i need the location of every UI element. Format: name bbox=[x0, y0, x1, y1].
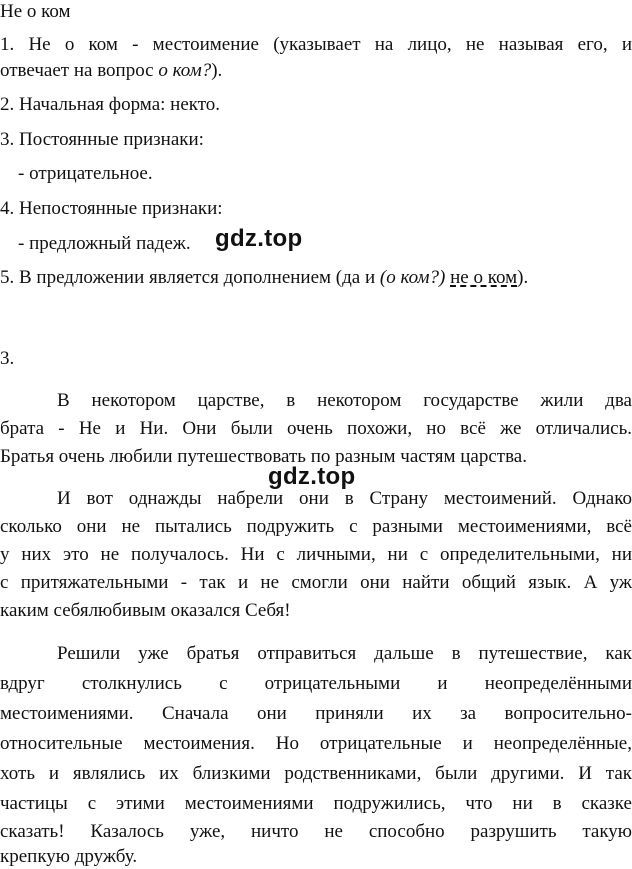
item5-end: ). bbox=[517, 267, 529, 288]
essay-p3-line-1: Решили уже братья отправиться дальше в путешествие, как bbox=[57, 643, 632, 664]
essay-p3-line-5: хоть и являлись их близкими родственниками, были другими. И так bbox=[0, 763, 632, 784]
item1-text: отвечает на вопрос bbox=[0, 60, 159, 81]
analysis-item-3: 3. Постоянные признаки: bbox=[0, 129, 204, 150]
essay-p3-line-2: вдруг столкнулись с отрицательными и неопределёнными bbox=[0, 673, 632, 694]
essay-p3-line-7: сказать! Казалось уже, ничто не способно разрушить такую bbox=[0, 821, 632, 842]
item1-end: ). bbox=[211, 60, 223, 81]
analysis-item-1-line-2 bbox=[0, 59, 632, 83]
analysis-item-2: 2. Начальная форма: некто. bbox=[0, 94, 221, 115]
essay-p3-line-8: крепкую дружбу. bbox=[0, 846, 138, 867]
essay-p2-line-4: с притяжательными - так и не смогли они найти общий язык. А уж bbox=[0, 572, 632, 593]
watermark-top: gdz.top bbox=[215, 225, 303, 252]
item1-question: о ком? bbox=[158, 60, 212, 81]
analysis-item-4: 4. Непостоянные признаки: bbox=[0, 198, 223, 219]
item5-object: не о ком bbox=[450, 267, 518, 288]
item5-text: 5. В предложении является дополнением (да и bbox=[0, 267, 380, 288]
essay-number: 3. bbox=[0, 348, 15, 369]
item5-question: (о ком?) bbox=[379, 267, 446, 288]
watermark-middle: gdz.top bbox=[268, 463, 356, 490]
essay-p3-line-3: местоимениями. Сначала они приняли их за вопросительно- bbox=[0, 703, 632, 724]
essay-p2-line-2: сколько они не пытались подружить с разными местоимениями, всё bbox=[0, 516, 632, 537]
essay-p2-line-5: каким себялюбивым оказался Себя! bbox=[0, 600, 291, 621]
analysis-item-5 bbox=[0, 266, 632, 290]
analysis-item-4-sub: - предложный падеж. bbox=[18, 233, 191, 254]
analysis-item-3-sub: - отрицательное. bbox=[18, 163, 153, 184]
essay-p1-line-1: В некотором царстве, в некотором государстве жили два bbox=[57, 390, 632, 411]
essay-p2-line-3: у них это не получалось. Ни с личными, ни с определительными, ни bbox=[0, 544, 632, 565]
essay-p1-line-3: Братья очень любили путешествовать по разным частям царства. bbox=[0, 446, 527, 467]
analysis-item-1-line-1: 1. Не о ком - местоимение (указывает на лицо, не называя его, и bbox=[0, 34, 632, 55]
essay-p1-line-2: брата - Не и Ни. Они были очень похожи, но всё же отличались. bbox=[0, 418, 632, 439]
essay-p3-line-6: частицы с этими местоимениями подружились, что ни в сказке bbox=[0, 793, 632, 814]
essay-p2-line-1: И вот однажды набрели они в Страну местоимений. Однако bbox=[57, 488, 632, 509]
essay-p3-line-4: относительные местоимения. Но отрицательные и неопределённые, bbox=[0, 733, 632, 754]
analysis-heading: Не о ком bbox=[0, 1, 71, 22]
